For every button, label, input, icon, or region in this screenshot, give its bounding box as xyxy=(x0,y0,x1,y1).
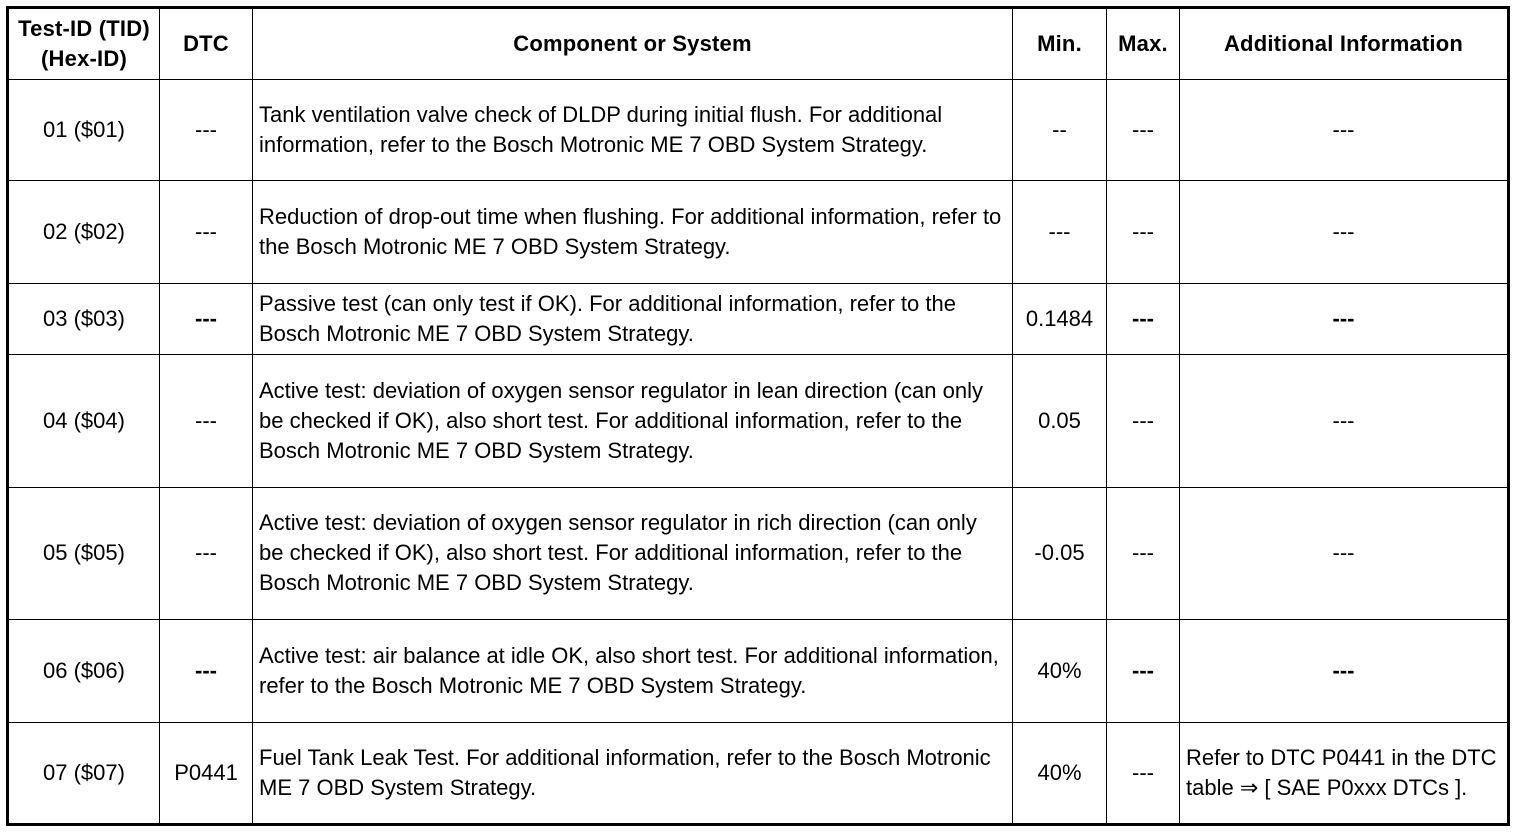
cell-min: 40% xyxy=(1013,620,1107,722)
cell-max: --- xyxy=(1107,181,1180,283)
cell-additional: --- xyxy=(1180,80,1509,181)
header-max: Max. xyxy=(1107,8,1180,80)
header-tid xyxy=(8,8,160,80)
table-row xyxy=(8,80,1509,181)
cell-dtc: --- xyxy=(160,80,253,181)
cell-tid: 04 ($04) xyxy=(8,355,160,488)
cell-max: --- xyxy=(1107,80,1180,181)
cell-component: Tank ventilation valve check of DLDP during initial flush. For additional information, refer to the Bosch Motronic ME 7 OBD System Strategy. xyxy=(253,80,1013,181)
header-min: Min. xyxy=(1013,8,1107,80)
header-component: Component or System xyxy=(253,8,1013,80)
cell-min: 0.1484 xyxy=(1013,283,1107,354)
cell-additional: --- xyxy=(1180,355,1509,488)
cell-tid: 05 ($05) xyxy=(8,487,160,620)
header-tid-line1: Test-ID (TID) xyxy=(18,16,150,41)
cell-min: 0.05 xyxy=(1013,355,1107,488)
table-row xyxy=(8,722,1509,824)
cell-tid: 02 ($02) xyxy=(8,181,160,283)
cell-min: --- xyxy=(1013,181,1107,283)
cell-additional: --- xyxy=(1180,181,1509,283)
cell-min: 40% xyxy=(1013,722,1107,824)
cell-additional: Refer to DTC P0441 in the DTC table ⇒ [ SAE P0xxx DTCs ]. xyxy=(1180,722,1509,824)
cell-component: Passive test (can only test if OK). For additional information, refer to the Bosch Motronic ME 7 OBD System Strategy. xyxy=(253,283,1013,354)
header-additional: Additional Information xyxy=(1180,8,1509,80)
cell-tid: 06 ($06) xyxy=(8,620,160,722)
cell-dtc: P0441 xyxy=(160,722,253,824)
cell-component: Active test: deviation of oxygen sensor regulator in rich direction (can only be checked if OK), also short test. For additional information, refer to the Bosch Motronic ME 7 OBD System Strategy. xyxy=(253,487,1013,620)
cell-max: --- xyxy=(1107,355,1180,488)
cell-min: -- xyxy=(1013,80,1107,181)
cell-dtc: --- xyxy=(160,620,253,722)
table-row xyxy=(8,355,1509,488)
cell-min: -0.05 xyxy=(1013,487,1107,620)
cell-tid: 03 ($03) xyxy=(8,283,160,354)
cell-component: Fuel Tank Leak Test. For additional information, refer to the Bosch Motronic ME 7 OBD System Strategy. xyxy=(253,722,1013,824)
header-row xyxy=(8,8,1509,80)
cell-component: Reduction of drop-out time when flushing. For additional information, refer to the Bosch Motronic ME 7 OBD System Strategy. xyxy=(253,181,1013,283)
cell-max: --- xyxy=(1107,722,1180,824)
cell-additional: --- xyxy=(1180,620,1509,722)
cell-max: --- xyxy=(1107,487,1180,620)
cell-dtc: --- xyxy=(160,283,253,354)
cell-tid: 07 ($07) xyxy=(8,722,160,824)
table-row xyxy=(8,620,1509,722)
header-dtc: DTC xyxy=(160,8,253,80)
cell-dtc: --- xyxy=(160,181,253,283)
cell-dtc: --- xyxy=(160,355,253,488)
header-tid-line2: (Hex-ID) xyxy=(41,46,127,71)
cell-component: Active test: air balance at idle OK, also short test. For additional information, refer to the Bosch Motronic ME 7 OBD System Strategy. xyxy=(253,620,1013,722)
cell-additional: --- xyxy=(1180,283,1509,354)
cell-max: --- xyxy=(1107,620,1180,722)
cell-dtc: --- xyxy=(160,487,253,620)
cell-component: Active test: deviation of oxygen sensor regulator in lean direction (can only be checked if OK), also short test. For additional information, refer to the Bosch Motronic ME 7 OBD System Strategy. xyxy=(253,355,1013,488)
table-row xyxy=(8,487,1509,620)
table-row xyxy=(8,181,1509,283)
obd-test-table xyxy=(6,6,1510,826)
cell-max: --- xyxy=(1107,283,1180,354)
cell-additional: --- xyxy=(1180,487,1509,620)
table-row xyxy=(8,283,1509,354)
cell-tid: 01 ($01) xyxy=(8,80,160,181)
